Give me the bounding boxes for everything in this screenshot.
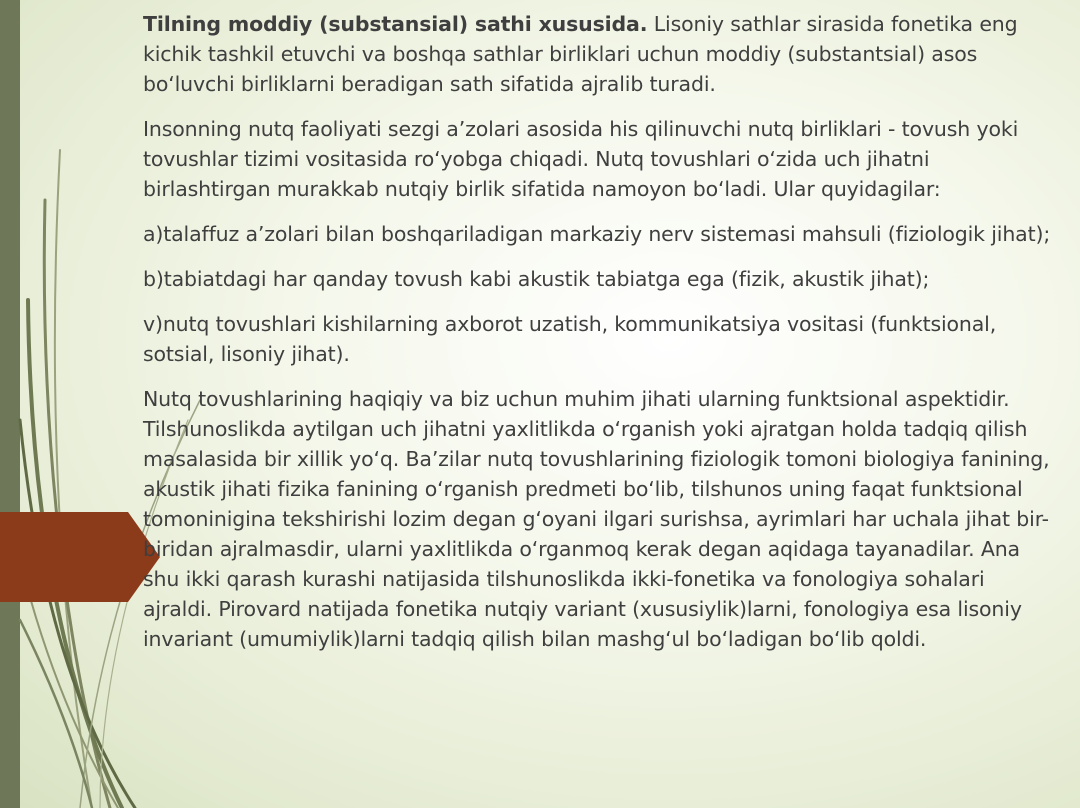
arrow-shape [0, 512, 160, 602]
list-item-b: b)tabiatdagi har qanday tovush kabi akustik tabiatga ega (fizik, akustik jihat); [143, 267, 930, 291]
paragraph-2: Insonning nutq faoliyati sezgi a’zolari asosida his qilinuvchi nutq birliklari - tovush yoki tovushlar tizimi vositasida ro‘yobga chiqadi. Nutq tovushlari o‘zida uch jihatni birlashtirgan murakkab nutqiy birlik sifatida namoyon bo‘ladi. Ular quyidagilar: [143, 117, 1019, 201]
intro-text: Lisoniy sathlar sirasida fonetika eng kichik tashkil etuvchi va boshqa sathlar birliklari uchun moddiy (substantsial) asos bo‘luvchi birliklarni beradigan sath sifatida ajralib turadi. [143, 12, 1018, 96]
slide-title: Tilning moddiy (substansial) sathi xususida. [143, 12, 648, 36]
list-item-v: v)nutq tovushlari kishilarning axborot uzatish, kommunikatsiya vositasi (funktsional, sotsial, lisoniy jihat). [143, 312, 997, 366]
list-item-a: a)talaffuz a’zolari bilan boshqariladigan markaziy nerv sistemasi mahsuli (fiziologik jihat); [143, 222, 1051, 246]
slide-content [143, 9, 1055, 654]
paragraph-1 [143, 9, 1055, 99]
strand-8 [20, 620, 92, 808]
paragraph-last: Nutq tovushlarining haqiqiy va biz uchun muhim jihati ularning funktsional aspektidir. Tilshunoslikda aytilgan uch jihatni yaxlitlikda o‘rganish yoki ajratgan holda tadqiq qilish masalasida bir xillik yo‘q. Ba’zilar nutq tovushlarining fiziologik tomoni biologiya fanining, akustik jihati fizika fanining o‘rganish predmeti bo‘lib, tilshunos uning faqat funktsional tomoninigina tekshirishi lozim degan g‘oyani ilgari surishsa, ayrimlari har uchala jihat bir-biridan ajralmasdir, ularni yaxlitlikda o‘rganmoq kerak degan aqidaga tayanadilar. Ana shu ikki qarash kurashi natijasida tilshunoslikda ikki-fonetika va fonologiya sohalari ajraldi. Pirovard natijada fonetika nutqiy variant (xususiylik)larni, fonologiya esa lisoniy invariant (umumiylik)larni tadqiq qilish bilan mashg‘ul bo‘ladigan bo‘lib qoldi. [143, 387, 1050, 651]
